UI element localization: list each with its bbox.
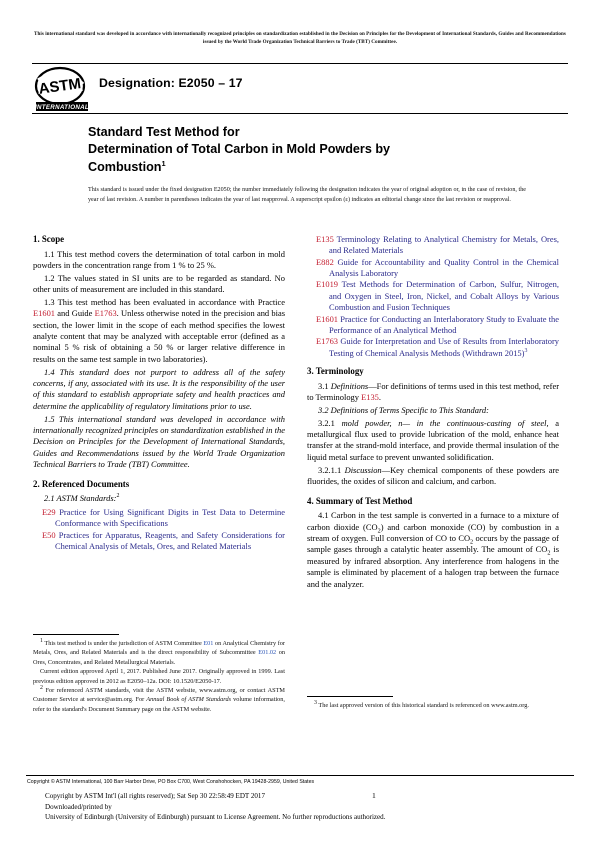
reference-list-continued <box>307 234 559 359</box>
title-footnote-marker: 1 <box>161 158 166 168</box>
para-3-2-1-term: mold powder, n— in the continuous-casting of steel, <box>341 417 549 428</box>
heading-scope: 1. Scope <box>33 234 65 244</box>
list-item[interactable] <box>307 257 559 280</box>
download-line-1: Copyright by ASTM Int'l (all rights reserved); Sat Sep 30 22:58:49 EDT 2017 <box>45 792 265 800</box>
footnote-1-edition: Current edition approved April 1, 2017. Published June 2017. Originally approved in 1999. Last previous edition approved in 2012 as E2050–12a. DOI: 10.1520/E2050-17. <box>33 668 285 685</box>
ref-code[interactable]: E29 <box>42 506 56 517</box>
designation-label: Designation: E2050 – 17 <box>99 76 243 90</box>
para-4-1-d: is measured by infrared absorption. Any interference from halogens in the sample is eliminated by placement of a halogen trap between the furnace and the analyzer. <box>307 544 559 589</box>
footnote-3 <box>307 701 559 710</box>
copyright-line: Copyright © ASTM International, 100 Barr Harbor Drive, PO Box C700, West Conshohocken, PA 19428-2959, United States <box>27 779 315 785</box>
footnote-1-a: This test method is under the jurisdiction of ASTM Committee <box>42 640 204 647</box>
para-3-2-1-1-term: Discussion <box>344 464 382 475</box>
footnote-2-b: volume information, refer to the standard's Document Summary page on the ASTM website. <box>33 696 285 713</box>
list-item[interactable] <box>307 314 559 337</box>
spacer-before-summary <box>307 489 559 496</box>
para-3-1-number: 3.1 <box>318 380 331 391</box>
co2-subscript: 2 <box>470 538 474 546</box>
svg-text:ASTM: ASTM <box>37 75 83 98</box>
para-1-2: 1.2 The values stated in SI units are to be regarded as standard. No other units of measurement are included in this standard. <box>33 272 285 295</box>
para-3-2-1-1 <box>307 465 559 488</box>
ref-desc[interactable]: Practice for Using Significant Digits in Test Data to Determine Conformance with Specifications <box>55 506 285 529</box>
list-item[interactable] <box>33 530 285 553</box>
right-footnotes-block <box>307 690 559 710</box>
link-e01[interactable]: E01 <box>203 640 214 647</box>
left-footnotes-block <box>33 628 285 714</box>
spacer-before-refs <box>33 472 285 479</box>
footnote-2-italic: Annual Book of ASTM Standards <box>146 696 231 704</box>
list-item[interactable] <box>307 336 559 359</box>
para-3-1 <box>307 381 559 404</box>
footnote-2-marker: 2 <box>40 684 43 691</box>
ref-code[interactable]: E1601 <box>316 313 339 324</box>
para-2-1-label: 2.1 ASTM Standards: <box>44 493 117 504</box>
footnote-1-marker: 1 <box>40 637 43 644</box>
para-2-1-footnote-marker: 2 <box>116 493 120 500</box>
link-e01-02[interactable]: E01.02 <box>258 649 277 657</box>
footnote-3-marker: 3 <box>314 699 317 706</box>
ref-desc[interactable]: Practice for Conducting an Interlaboratory Study to Evaluate the Performance of an Analytical Method <box>329 313 559 335</box>
para-1-3 <box>33 297 285 365</box>
list-item[interactable] <box>307 234 559 257</box>
footnotes-left <box>33 639 285 714</box>
astm-logo-subtext: INTERNATIONAL <box>35 104 89 111</box>
tbt-banner: This international standard was developed in accordance with internationally recognized principles on standardization established in the Decision on Principles for the Development of International Standards, Guides and Recommendations issued by the World Trade Organization Technical Barriers to Trade (TBT) Committee. <box>34 31 566 46</box>
footnotes-right <box>307 701 559 710</box>
link-e135[interactable]: E135 <box>361 391 379 402</box>
ref-code[interactable]: E135 <box>316 234 334 244</box>
ref-desc[interactable]: Guide for Accountability and Quality Control in the Chemical Analysis Laboratory <box>329 256 559 279</box>
heading-summary-of-test-method: 4. Summary of Test Method <box>307 495 413 506</box>
list-item[interactable] <box>307 279 559 313</box>
footnote-1-b: on Analytical Chemistry for Metals, Ores, and Related Materials and is the direct responsibility of Subcommittee <box>33 640 285 657</box>
ref-desc[interactable]: Guide for Interpretation and Use of Results from Interlaboratory Testing of Chemical Analysis Methods (Withdrawn 2015) <box>329 336 560 358</box>
list-item[interactable] <box>33 507 285 530</box>
para-1-3-text-a: 1.3 This test method has been evaluated in accordance with Practice <box>44 297 285 308</box>
download-line-2: Downloaded/printed by <box>45 802 112 811</box>
footnote-2 <box>33 686 285 714</box>
ref-desc[interactable]: Practices for Apparatus, Reagents, and Safety Considerations for Chemical Analysis of Metals, Ores, and Related Materials <box>55 529 285 551</box>
astm-logo <box>33 66 91 112</box>
title-line-1: Standard Test Method for <box>88 125 240 139</box>
heading-referenced-documents: 2. Referenced Documents <box>33 478 130 489</box>
page-title <box>88 124 560 176</box>
left-column <box>33 234 285 552</box>
para-1-4: 1.4 This standard does not purport to address all of the safety concerns, if any, associated with its use. It is the responsibility of the user of this standard to establish appropriate safety and health practices and determine the applicability of regulatory limitations prior to use. <box>33 366 285 411</box>
para-4-1-a: 4.1 Carbon in the test sample is converted in a furnace to a mixture of carbon dioxide (CO <box>307 510 559 532</box>
ref-desc[interactable]: Test Methods for Determination of Carbon, Sulfur, Nitrogen, and Oxygen in Steel, Iron, Nickel, and Cobalt Alloys by Various Combustion and Fusion Techniques <box>329 279 559 313</box>
title-line-3: Combustion <box>88 159 162 174</box>
download-info <box>45 791 475 823</box>
para-3-1-period: . <box>378 391 382 402</box>
ref-desc[interactable]: Terminology Relating to Analytical Chemistry for Metals, Ores, and Related Materials <box>329 234 559 256</box>
footnote-1 <box>33 639 285 667</box>
ref-code[interactable]: E882 <box>316 256 334 267</box>
astm-logo-mark <box>33 66 91 112</box>
para-4-1-c: occurs by the passage of sample gases through a catalytic heater assembly. The amount of CO <box>307 533 559 555</box>
ref-code[interactable]: E1019 <box>316 279 339 290</box>
para-3-2-1-1-number: 3.2.1.1 <box>318 464 345 475</box>
para-3-2-1-1-body: —Key chemical components of these powders are fluorides, the oxides of silicon and calcium, and carbon. <box>307 464 559 486</box>
para-3-2-1-number: 3.2.1 <box>318 417 342 428</box>
para-1-3-text-c: . Unless otherwise noted in the precision and bias section, the lower limit in the scope of each method specifies the lowest analyte content that may be analyzed with acceptable error (defined as a nominal 5 % risk of obtaining a 50 % or larger relative difference in results on the same test sample in two laboratories). <box>33 308 285 364</box>
footer-rule <box>26 775 574 776</box>
para-4-1 <box>307 510 559 590</box>
header-rule-top <box>32 63 568 64</box>
para-4-1-b: ) and carbon monoxide (CO) by combustion in a stream of oxygen. Full conversion of CO to CO <box>307 521 560 544</box>
download-line-3: University of Edinburgh (University of Edinburgh) pursuant to License Agreement. No further reproductions authorized. <box>45 813 386 822</box>
para-3-2-1 <box>307 418 559 463</box>
footnote-3-text: The last approved version of this historical standard is referenced on www.astm.org. <box>316 702 529 709</box>
spacer-before-terminology <box>307 359 559 366</box>
para-3-1-text: —For definitions of terms used in this test method, refer to Terminology <box>307 380 560 402</box>
ref-code[interactable]: E50 <box>42 529 56 540</box>
issued-note: This standard is issued under the fixed designation E2050; the number immediately following the designation indicates the year of original adoption or, in the case of revision, the year of last revision. A number in parentheses indicates the year of last reapproval. A superscript epsilon (ε) indicates an editorial change since the last revision or reapproval. <box>88 187 526 204</box>
footnote-rule <box>307 696 393 697</box>
co2-subscript: 2 <box>377 527 381 535</box>
para-3-1-term: Definitions <box>330 380 369 391</box>
co2-subscript: 2 <box>547 550 551 558</box>
para-2-1 <box>33 493 285 504</box>
ref-footnote-marker: 3 <box>524 347 528 354</box>
link-e1763[interactable]: E1763 <box>94 308 117 319</box>
ref-code[interactable]: E1763 <box>316 336 339 347</box>
para-1-3-text-b: and Guide <box>55 308 95 319</box>
heading-terminology: 3. Terminology <box>307 365 364 376</box>
para-3-2: 3.2 Definitions of Terms Specific to This Standard: <box>318 404 489 415</box>
page-number: 1 <box>372 791 376 800</box>
footnote-2-a: For referenced ASTM standards, visit the ASTM website, www.astm.org, or contact ASTM Customer Service at service@astm.org. For <box>33 686 285 704</box>
header-rule-bottom <box>32 113 568 114</box>
para-1-5: 1.5 This international standard was developed in accordance with internationally recognized principles on standardization established in the Decision on Principles for the Development of International Standards, Guides and Recommendations issued by the World Trade Organization Technical Barriers to Trade (TBT) Committee. <box>33 413 285 470</box>
footnote-1-c: on Ores, Concentrates, and Related Metallurgical Materials. <box>33 649 286 666</box>
right-column <box>307 234 559 591</box>
footnote-rule <box>33 634 119 635</box>
para-3-2-1-body: a metallurgical flux used to provide lubrication of the mold, enhance heat transfer at the strand-mold interface, and provide thermal insulation of the liquid metal surface to prevent unwanted solidification. <box>307 417 559 462</box>
para-1-1: 1.1 This test method covers the determination of total carbon in mold powders in the concentration range from 1 % to 25 %. <box>33 248 285 270</box>
link-e1601[interactable]: E1601 <box>33 308 56 319</box>
reference-list <box>33 507 285 552</box>
title-line-2: Determination of Total Carbon in Mold Powders by <box>88 142 391 157</box>
